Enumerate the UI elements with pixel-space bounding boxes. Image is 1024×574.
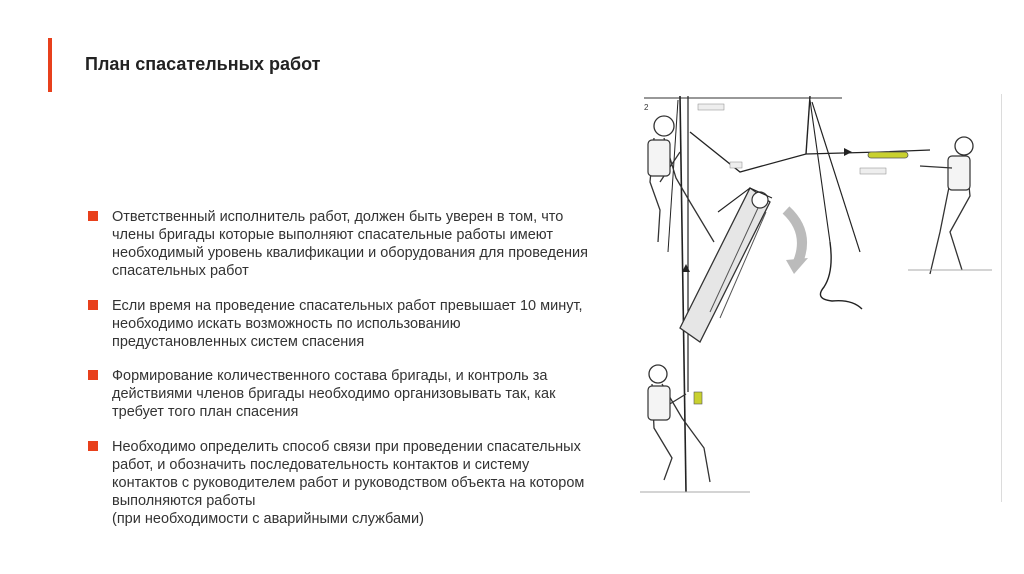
bullet-note: (при необходимости с аварийными службами) xyxy=(112,511,424,527)
slide-title: План спасательных работ xyxy=(85,54,321,74)
right-divider xyxy=(1001,94,1002,502)
bullet-square-icon xyxy=(88,300,98,310)
bullet-item xyxy=(88,438,598,528)
bullet-text: Ответственный исполнитель работ, должен быть уверен в том, что члены бригады которые выполняют спасательные работы имеют необходимый уровень квалификации и оборудования для проведения спасательных работ xyxy=(112,209,588,279)
bullet-text: Формирование количественного состава бригады, и контроль за действиями членов бригады необходимо организовывать так, как требует того план спасения xyxy=(112,368,556,420)
bullet-item xyxy=(88,297,598,351)
bullet-square-icon xyxy=(88,211,98,221)
bullet-square-icon xyxy=(88,370,98,380)
bullet-text: Если время на проведение спасательных работ превышает 10 минут, необходимо искать возможность по использованию предустановленных систем спасения xyxy=(112,298,583,350)
bullet-text: Необходимо определить способ связи при проведении спасательных работ, и обозначить последовательность контактов и систему контактов с руководителем работ и руководством объекта на котором выполняются работы xyxy=(112,439,585,509)
bullet-item xyxy=(88,208,598,280)
step-number: 2 xyxy=(644,103,649,112)
bullet-list xyxy=(88,208,598,528)
bullet-square-icon xyxy=(88,441,98,451)
title-accent-bar xyxy=(48,38,52,92)
rescue-illustration xyxy=(630,92,992,498)
bullet-item xyxy=(88,367,598,421)
